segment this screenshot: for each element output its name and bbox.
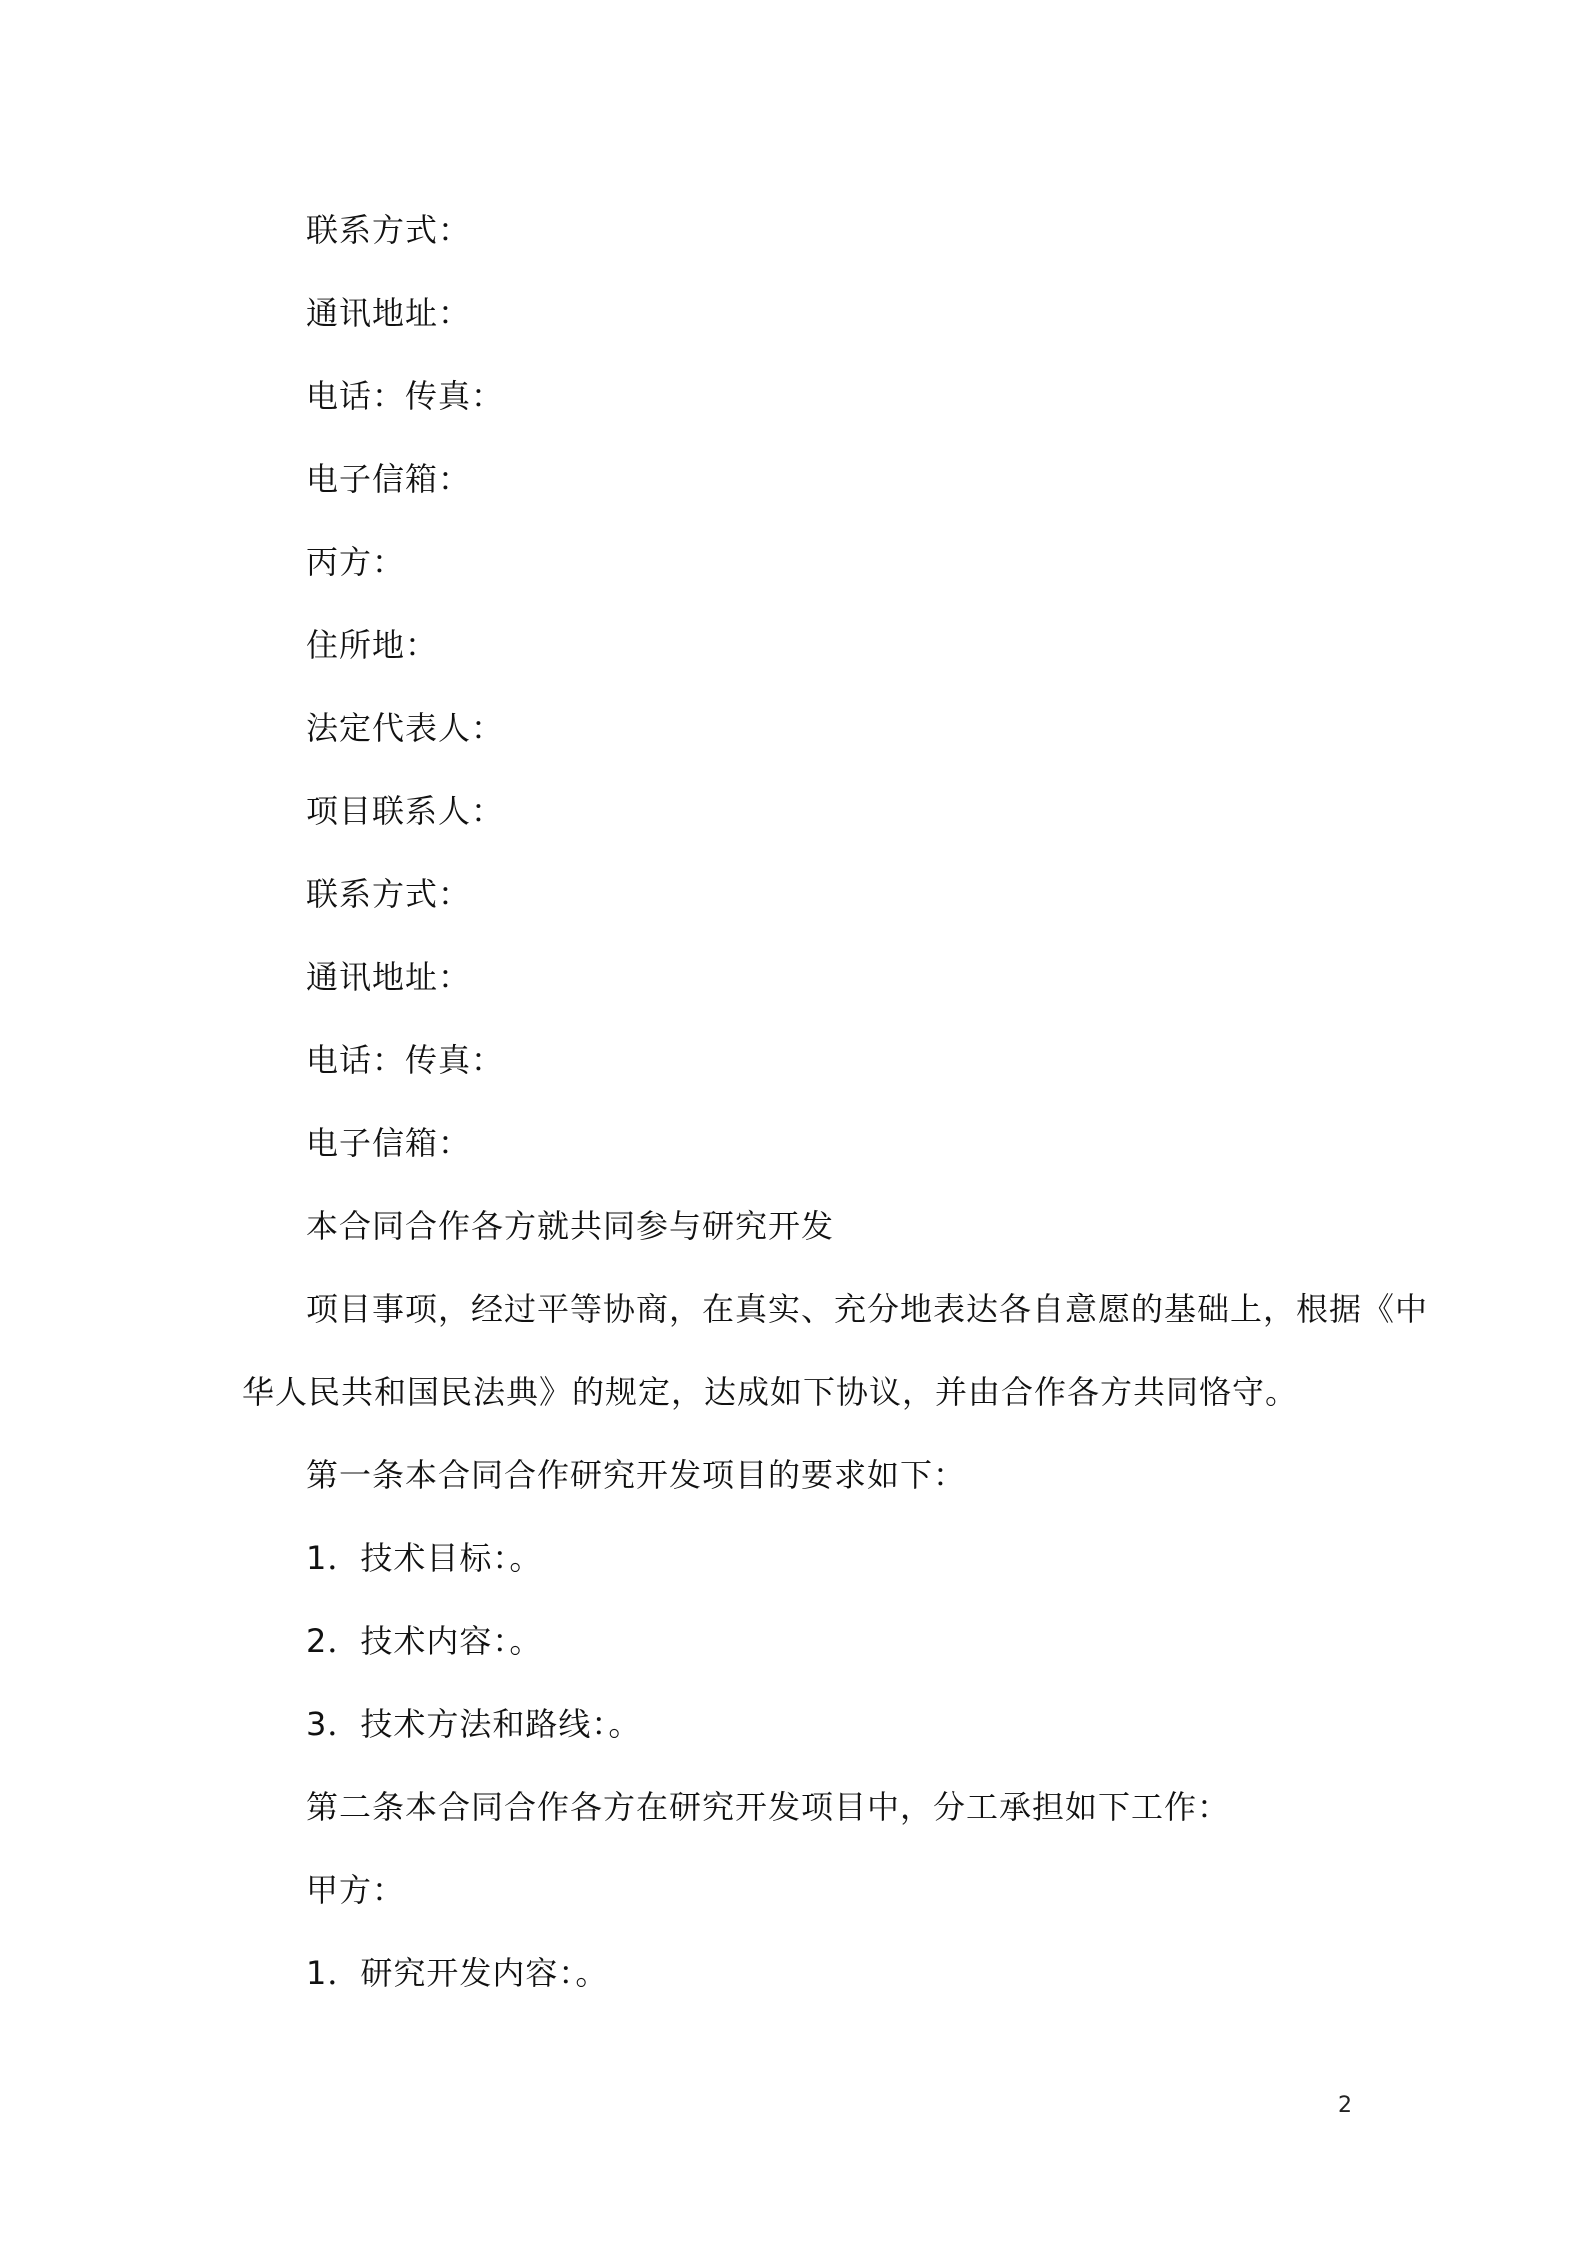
- article-two-heading: 第二条本合同合作各方在研究开发项目中，分工承担如下工作：: [306, 1788, 1231, 1826]
- email-line-2: 电子信箱：: [306, 1124, 472, 1162]
- preamble-line-1: 本合同合作各方就共同参与研究开发: [306, 1207, 835, 1245]
- rd-content-item: 1．研究开发内容：。: [306, 1954, 609, 1992]
- preamble-line-3: 华人民共和国民法典》的规定，达成如下协议，并由合作各方共同恪守。: [242, 1373, 1299, 1411]
- email-line: 电子信箱：: [306, 460, 472, 498]
- mailing-address-line-2: 通讯地址：: [306, 958, 472, 996]
- article-one-heading: 第一条本合同合作研究开发项目的要求如下：: [306, 1456, 967, 1494]
- contact-method-line: 联系方式：: [306, 211, 472, 249]
- technical-content-item: 2．技术内容：。: [306, 1622, 543, 1660]
- party-a-line: 甲方：: [306, 1871, 406, 1909]
- page-number: 2: [1338, 2093, 1352, 2118]
- phone-fax-line-2: 电话：传真：: [306, 1041, 505, 1079]
- residence-line: 住所地：: [306, 626, 439, 664]
- technical-goal-item: 1．技术目标：。: [306, 1539, 543, 1577]
- party-c-line: 丙方：: [306, 543, 406, 581]
- phone-fax-line: 电话：传真：: [306, 377, 505, 415]
- project-contact-line: 项目联系人：: [306, 792, 505, 830]
- preamble-line-2: 项目事项，经过平等协商，在真实、充分地表达各自意愿的基础上，根据《中: [306, 1290, 1429, 1328]
- mailing-address-line: 通讯地址：: [306, 294, 472, 332]
- technical-method-item: 3．技术方法和路线：。: [306, 1705, 642, 1743]
- legal-representative-line: 法定代表人：: [306, 709, 505, 747]
- contact-method-line-2: 联系方式：: [306, 875, 472, 913]
